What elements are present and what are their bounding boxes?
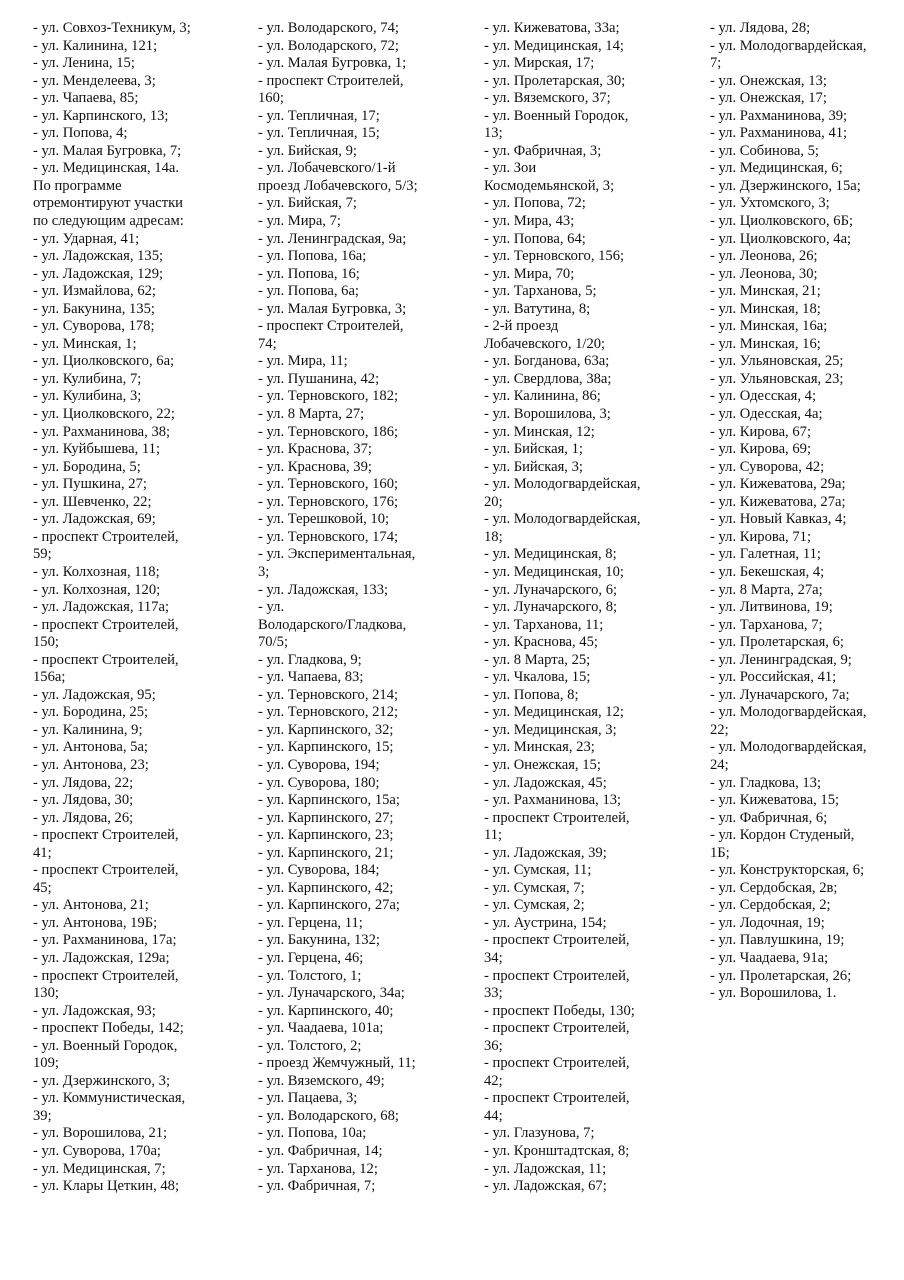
text-line: - ул. Медицинская, 3; [484, 721, 617, 738]
text-line: - ул. Медицинская, 8; [484, 546, 617, 563]
text-line: - ул. Кижеватова, 27а; [710, 493, 846, 510]
address-list [710, 20, 904, 1003]
text-line: - ул. Одесская, 4; [710, 388, 817, 405]
text-line: - ул. Павлушкина, 19; [710, 932, 845, 949]
text-line: - ул. Минская, 23; [484, 739, 595, 756]
text-line: - проезд Жемчужный, 11; [258, 1055, 416, 1072]
text-line: - ул. Минская, 16; [710, 335, 821, 352]
text-line: отремонтируют участки [33, 195, 183, 212]
text-line: - ул. Ладожская, 129; [33, 265, 164, 282]
text-line: - ул. Терновского, 156; [484, 248, 625, 265]
text-line: - ул. Тарханова, 5; [484, 283, 597, 300]
text-line: - ул. Ульяновская, 23; [710, 370, 844, 387]
text-line: - ул. Ленинградская, 9; [710, 651, 852, 668]
text-line: 13; [484, 125, 503, 142]
text-line: - ул. Попова, 8; [484, 686, 579, 703]
text-line: - ул. Шевченко, 22; [33, 493, 152, 510]
text-line: - ул. [258, 599, 285, 616]
text-line: - ул. Чаадаева, 91а; [710, 949, 829, 966]
text-line: - ул. Сумская, 2; [484, 897, 585, 914]
text-line: - ул. Герцена, 46; [258, 949, 364, 966]
text-line: - ул. Молодогвардейская, [710, 739, 867, 756]
text-line: 33; [484, 985, 503, 1002]
text-line: - ул. Карпинского, 27а; [258, 897, 400, 914]
text-line: 156а; [33, 669, 66, 686]
text-line: 11; [484, 827, 503, 844]
text-line: - ул. Кирова, 69; [710, 441, 812, 458]
text-line: - ул. Конструкторская, 6; [710, 862, 865, 879]
text-line: - ул. Мира, 43; [484, 213, 575, 230]
text-line: - ул. Кижеватова, 29а; [710, 476, 846, 493]
text-line: - ул. Галетная, 11; [710, 546, 821, 563]
text-line: - ул. Свердлова, 38а; [484, 370, 612, 387]
text-line: - ул. Коммунистическая, [33, 1090, 186, 1107]
text-line: - ул. Сердобская, 2; [710, 897, 831, 914]
text-line: - ул. Вяземского, 49; [258, 1072, 385, 1089]
text-line: - ул. Тепличная, 17; [258, 107, 380, 124]
text-line: - проспект Строителей, [258, 318, 404, 335]
text-line: - ул. Терновского, 212; [258, 704, 399, 721]
text-line: - ул. Мира, 7; [258, 213, 341, 230]
text-line: - ул. Пролетарская, 26; [710, 967, 852, 984]
text-line: - ул. Герцена, 11; [258, 914, 363, 931]
text-line: - ул. Попова, 6а; [258, 283, 359, 300]
text-line: 59; [33, 546, 52, 563]
text-line: - ул. Аустрина, 154; [484, 914, 607, 931]
text-line: - ул. Луначарского, 34а; [258, 985, 405, 1002]
text-line: - ул. Колхозная, 118; [33, 563, 160, 580]
text-line: - ул. Богданова, 63а; [484, 353, 610, 370]
text-line: - ул. Лядова, 28; [710, 20, 811, 36]
text-line: По программе [33, 177, 122, 194]
text-line: - ул. Онежская, 13; [710, 72, 827, 89]
text-line: - ул. Циолковского, 4а; [710, 230, 852, 247]
text-line: - ул. Ладожская, 39; [484, 844, 607, 861]
text-line: - ул. Толстого, 1; [258, 967, 362, 984]
text-line: - ул. Суворова, 184; [258, 862, 380, 879]
text-line: - ул. Кулибина, 3; [33, 388, 142, 405]
text-line: - ул. Циолковского, 6Б; [710, 213, 854, 230]
text-line: - ул. Карпинского, 21; [258, 844, 394, 861]
text-line: - ул. Карпинского, 42; [258, 879, 394, 896]
text-line: - ул. Минская, 12; [484, 423, 595, 440]
text-line: 160; [258, 90, 284, 107]
text-line: - ул. Экспериментальная, [258, 546, 416, 563]
text-line: - проспект Строителей, [484, 967, 630, 984]
text-line: - ул. Минская, 21; [710, 283, 821, 300]
text-line: по следующим адресам: [33, 213, 184, 230]
text-line: - ул. Калинина, 86; [484, 388, 601, 405]
text-line: - проспект Строителей, [484, 1020, 630, 1037]
text-line: - проспект Строителей, [484, 809, 630, 826]
text-line: - ул. Краснова, 37; [258, 441, 372, 458]
text-line: - ул. Сумская, 11; [484, 862, 592, 879]
text-line: - ул. Володарского, 68; [258, 1107, 399, 1124]
text-line: - ул. Терновского, 182; [258, 388, 399, 405]
text-line: - ул. Молодогвардейская, [484, 511, 641, 528]
text-line: - ул. Рахманинова, 39; [710, 107, 848, 124]
text-line: - ул. Лядова, 22; [33, 774, 134, 791]
text-line: - ул. Бийская, 3; [484, 458, 583, 475]
text-line: - ул. Медицинская, 6; [710, 160, 843, 177]
text-line: - ул. Военный Городок, [33, 1037, 178, 1054]
text-line: - ул. Бородина, 25; [33, 704, 149, 721]
text-line: - ул. Минская, 16а; [710, 318, 828, 335]
text-line: - ул. Леонова, 30; [710, 265, 818, 282]
text-line: - ул. Ладожская, 129а; [33, 949, 170, 966]
text-line: - ул. Ладожская, 133; [258, 581, 389, 598]
text-line: - ул. Попова, 16; [258, 265, 360, 282]
text-line: - ул. 8 Марта, 27; [258, 406, 365, 423]
text-line: - ул. Луначарского, 6; [484, 581, 618, 598]
text-line: - проспект Победы, 142; [33, 1020, 184, 1037]
text-line: 22; [710, 721, 729, 738]
text-line: - ул. Молодогвардейская, [484, 476, 641, 493]
text-line: - ул. Суворова, 170а; [33, 1143, 161, 1159]
text-line: - проспект Победы, 130; [484, 1002, 635, 1019]
text-line: - проспект Строителей, [33, 651, 179, 668]
text-line: - ул. Карпинского, 15а; [258, 792, 400, 809]
text-line: - ул. Ватутина, 8; [484, 300, 591, 317]
text-line: - ул. Кронштадтская, 8; [484, 1143, 630, 1159]
text-line: - ул. Новый Кавказ, 4; [710, 511, 847, 528]
text-line: - ул. Бийская, 7; [258, 195, 357, 212]
text-line: - ул. Медицинская, 12; [484, 704, 624, 721]
text-line: - ул. Медицинская, 10; [484, 563, 624, 580]
text-line: - ул. Бакунина, 135; [33, 300, 155, 317]
text-line: - ул. Калинина, 9; [33, 721, 143, 738]
text-line: - ул. Гладкова, 13; [710, 774, 822, 791]
text-line: - ул. Карпинского, 15; [258, 739, 394, 756]
text-line: - ул. Ударная, 41; [33, 230, 140, 247]
text-line: - ул. Малая Бугровка, 1; [258, 55, 407, 72]
text-line: - ул. Карпинского, 23; [258, 827, 394, 844]
text-line: - ул. Тарханова, 7; [710, 616, 823, 633]
text-line: - ул. Тепличная, 15; [258, 125, 380, 142]
text-line: 3; [258, 563, 270, 580]
text-line: - 2-й проезд [484, 318, 559, 335]
text-line: - ул. Лодочная, 19; [710, 914, 825, 931]
text-line: - ул. Кордон Студеный, [710, 827, 855, 844]
text-line: - ул. Минская, 1; [33, 335, 137, 352]
text-line: - ул. Ленина, 15; [33, 55, 135, 72]
text-line: - ул. Сумская, 7; [484, 879, 585, 896]
text-line: - ул. Володарского, 72; [258, 37, 399, 54]
text-line: - ул. Тарханова, 11; [484, 616, 604, 633]
text-line: 130; [33, 985, 59, 1002]
text-line: - ул. Фабричная, 7; [258, 1178, 376, 1195]
text-line: - ул. Ладожская, 93; [33, 1002, 156, 1019]
text-line: - ул. Пролетарская, 6; [710, 634, 844, 651]
text-line: - ул. Калинина, 121; [33, 37, 158, 54]
text-line: - ул. Ворошилова, 1. [710, 985, 837, 1002]
text-line: - ул. Военный Городок, [484, 107, 629, 124]
text-line: - ул. Фабричная, 14; [258, 1143, 383, 1159]
text-line: - ул. Молодогвардейская, [710, 37, 867, 54]
text-line: проезд Лобачевского, 5/3; [258, 177, 418, 194]
text-line: - ул. Фабричная, 6; [710, 809, 828, 826]
text-line: 1Б; [710, 844, 730, 861]
text-line: - ул. Володарского, 74; [258, 20, 399, 36]
text-line: - ул. Чапаева, 85; [33, 90, 139, 107]
text-line: - ул. Литвинова, 19; [710, 599, 833, 616]
text-line: 70/5; [258, 634, 288, 651]
text-line: - ул. Малая Бугровка, 7; [33, 142, 182, 159]
text-line: - ул. Суворова, 180; [258, 774, 380, 791]
text-line: - ул. Краснова, 39; [258, 458, 372, 475]
text-line: - ул. Суворова, 178; [33, 318, 155, 335]
text-line: - ул. Терновского, 186; [258, 423, 399, 440]
text-line: - проспект Строителей, [258, 72, 404, 89]
text-line: - ул. Ухтомского, 3; [710, 195, 830, 212]
text-line: - ул. Минская, 18; [710, 300, 821, 317]
text-line: 41; [33, 844, 52, 861]
text-line: - ул. Попова, 64; [484, 230, 586, 247]
text-line: Космодемьянской, 3; [484, 177, 615, 194]
text-line: - ул. Дзержинского, 15а; [710, 177, 861, 194]
text-line: - ул. Ворошилова, 3; [484, 406, 611, 423]
text-line: 34; [484, 949, 503, 966]
text-line: - ул. Ладожская, 117а; [33, 599, 170, 616]
text-line: - ул. Суворова, 194; [258, 756, 380, 773]
text-line: - ул. Медицинская, 14а. [33, 160, 180, 177]
text-line: - ул. Ладожская, 135; [33, 248, 164, 265]
text-line: - ул. Попова, 72; [484, 195, 586, 212]
text-line: - ул. Измайлова, 62; [33, 283, 156, 300]
text-line: - ул. Чапаева, 83; [258, 669, 364, 686]
text-line: - ул. Терешковой, 10; [258, 511, 390, 528]
text-line: - ул. Леонова, 26; [710, 248, 818, 265]
text-line: 44; [484, 1107, 503, 1124]
text-line: - ул. Чаадаева, 101а; [258, 1020, 384, 1037]
text-line: - ул. Малая Бугровка, 3; [258, 300, 407, 317]
text-line: - ул. Куйбышева, 11; [33, 441, 161, 458]
text-line: - ул. Пушанина, 42; [258, 370, 380, 387]
text-line: - ул. Бийская, 1; [484, 441, 583, 458]
text-line: - ул. Лобачевского/1-й [258, 160, 396, 177]
text-line: - проспект Строителей, [484, 1090, 630, 1107]
text-line: - ул. Ладожская, 95; [33, 686, 156, 703]
text-line: - ул. Ладожская, 69; [33, 511, 156, 528]
text-line: - ул. 8 Марта, 27а; [710, 581, 823, 598]
text-line: 42; [484, 1072, 503, 1089]
text-line: - ул. Рахманинова, 41; [710, 125, 848, 142]
text-line: - проспект Строителей, [33, 616, 179, 633]
text-line: Володарского/Гладкова, [258, 616, 407, 633]
text-line: - ул. Ладожская, 45; [484, 774, 607, 791]
text-line: - ул. Рахманинова, 38; [33, 423, 171, 440]
text-column-2 [258, 20, 463, 1196]
text-line: - ул. Ульяновская, 25; [710, 353, 844, 370]
text-line: - ул. Терновского, 214; [258, 686, 399, 703]
text-line: - проспект Строителей, [484, 1055, 630, 1072]
text-line: - ул. Ворошилова, 21; [33, 1125, 168, 1142]
text-line: - ул. Антонова, 23; [33, 756, 149, 773]
text-line: - проспект Строителей, [33, 967, 179, 984]
text-line: - ул. Лядова, 26; [33, 809, 134, 826]
text-line: - ул. Попова, 10а; [258, 1125, 367, 1142]
text-line: - ул. Гладкова, 9; [258, 651, 362, 668]
text-line: - ул. Кижеватова, 33а; [484, 20, 620, 36]
text-line: - ул. Бекешская, 4; [710, 563, 825, 580]
text-line: 150; [33, 634, 59, 651]
text-line: - ул. Антонова, 21; [33, 897, 149, 914]
text-line: - ул. Бородина, 5; [33, 458, 141, 475]
text-line: - ул. Пацаева, 3; [258, 1090, 358, 1107]
text-line: - ул. Глазунова, 7; [484, 1125, 595, 1142]
text-line: - ул. Рахманинова, 17а; [33, 932, 177, 949]
text-line: - ул. Зои [484, 160, 537, 177]
text-line: - ул. Фабричная, 3; [484, 142, 602, 159]
text-line: - ул. Тарханова, 12; [258, 1160, 378, 1177]
text-line: - ул. Кирова, 67; [710, 423, 812, 440]
text-line: - ул. Одесская, 4а; [710, 406, 823, 423]
text-line: 7; [710, 55, 722, 72]
text-line: - ул. Вяземского, 37; [484, 90, 611, 107]
text-line: - ул. Луначарского, 8; [484, 599, 618, 616]
text-line: - проспект Строителей, [484, 932, 630, 949]
text-line: - ул. Лядова, 30; [33, 792, 134, 809]
text-line: - ул. Ладожская, 67; [484, 1178, 607, 1195]
text-line: - ул. Луначарского, 7а; [710, 686, 850, 703]
text-line: - проспект Строителей, [33, 528, 179, 545]
text-line: - ул. Пушкина, 27; [33, 476, 147, 493]
text-line: - ул. Онежская, 15; [484, 756, 601, 773]
text-line: - ул. Ладожская, 11; [484, 1160, 607, 1177]
text-line: - ул. 8 Марта, 25; [484, 651, 591, 668]
text-column-4 [710, 20, 904, 1003]
text-line: - ул. Молодогвардейская, [710, 704, 867, 721]
text-line: 36; [484, 1037, 503, 1054]
text-line: - ул. Циолковского, 22; [33, 406, 175, 423]
text-line: - ул. Российская, 41; [710, 669, 837, 686]
text-line: - ул. Терновского, 176; [258, 493, 399, 510]
text-line: 45; [33, 879, 52, 896]
text-line: - ул. Антонова, 19Б; [33, 914, 158, 931]
text-line: - ул. Карпинского, 13; [33, 107, 169, 124]
text-line: - ул. Бакунина, 132; [258, 932, 380, 949]
text-line: - ул. Менделеева, 3; [33, 72, 156, 89]
text-line: - ул. Колхозная, 120; [33, 581, 161, 598]
text-line: - ул. Собинова, 5; [710, 142, 819, 159]
text-line: 24; [710, 756, 729, 773]
address-list [484, 20, 689, 1196]
text-line: - ул. Мира, 11; [258, 353, 348, 370]
text-line: - ул. Суворова, 42; [710, 458, 825, 475]
text-line: - проспект Строителей, [33, 827, 179, 844]
text-line: - ул. Клары Цеткин, 48; [33, 1178, 180, 1195]
text-line: - ул. Кирова, 71; [710, 528, 812, 545]
text-line: - ул. Онежская, 17; [710, 90, 827, 107]
text-line: - ул. Кижеватова, 15; [710, 792, 840, 809]
text-line: - ул. Совхоз-Техникум, 3; [33, 20, 191, 36]
text-line: Лобачевского, 1/20; [484, 335, 606, 352]
text-line: - ул. Терновского, 160; [258, 476, 399, 493]
text-line: - ул. Медицинская, 14; [484, 37, 624, 54]
text-line: - ул. Чкалова, 15; [484, 669, 591, 686]
text-line: - проспект Строителей, [33, 862, 179, 879]
text-line: - ул. Попова, 4; [33, 125, 128, 142]
text-line: 39; [33, 1107, 52, 1124]
address-list [258, 20, 463, 1196]
address-list [33, 20, 238, 1196]
text-line: - ул. Карпинского, 27; [258, 809, 394, 826]
text-line: - ул. Пролетарская, 30; [484, 72, 626, 89]
text-line: - ул. Циолковского, 6а; [33, 353, 175, 370]
text-line: - ул. Терновского, 174; [258, 528, 399, 545]
text-line: 18; [484, 528, 503, 545]
text-line: - ул. Толстого, 2; [258, 1037, 362, 1054]
text-line: 109; [33, 1055, 59, 1072]
text-column-1 [33, 20, 238, 1196]
text-line: - ул. Антонова, 5а; [33, 739, 148, 756]
text-line: 20; [484, 493, 503, 510]
text-line: - ул. Попова, 16а; [258, 248, 367, 265]
text-line: - ул. Рахманинова, 13; [484, 792, 622, 809]
text-line: - ул. Карпинского, 32; [258, 721, 394, 738]
text-line: - ул. Краснова, 45; [484, 634, 598, 651]
text-line: - ул. Мира, 70; [484, 265, 575, 282]
text-line: 74; [258, 335, 277, 352]
text-line: - ул. Сердобская, 2в; [710, 879, 838, 896]
text-line: - ул. Кулибина, 7; [33, 370, 142, 387]
text-line: - ул. Ленинградская, 9а; [258, 230, 407, 247]
text-line: - ул. Бийская, 9; [258, 142, 357, 159]
text-column-3 [484, 20, 689, 1196]
text-line: - ул. Дзержинского, 3; [33, 1072, 170, 1089]
text-line: - ул. Медицинская, 7; [33, 1160, 166, 1177]
text-line: - ул. Мирская, 17; [484, 55, 595, 72]
text-line: - ул. Карпинского, 40; [258, 1002, 394, 1019]
